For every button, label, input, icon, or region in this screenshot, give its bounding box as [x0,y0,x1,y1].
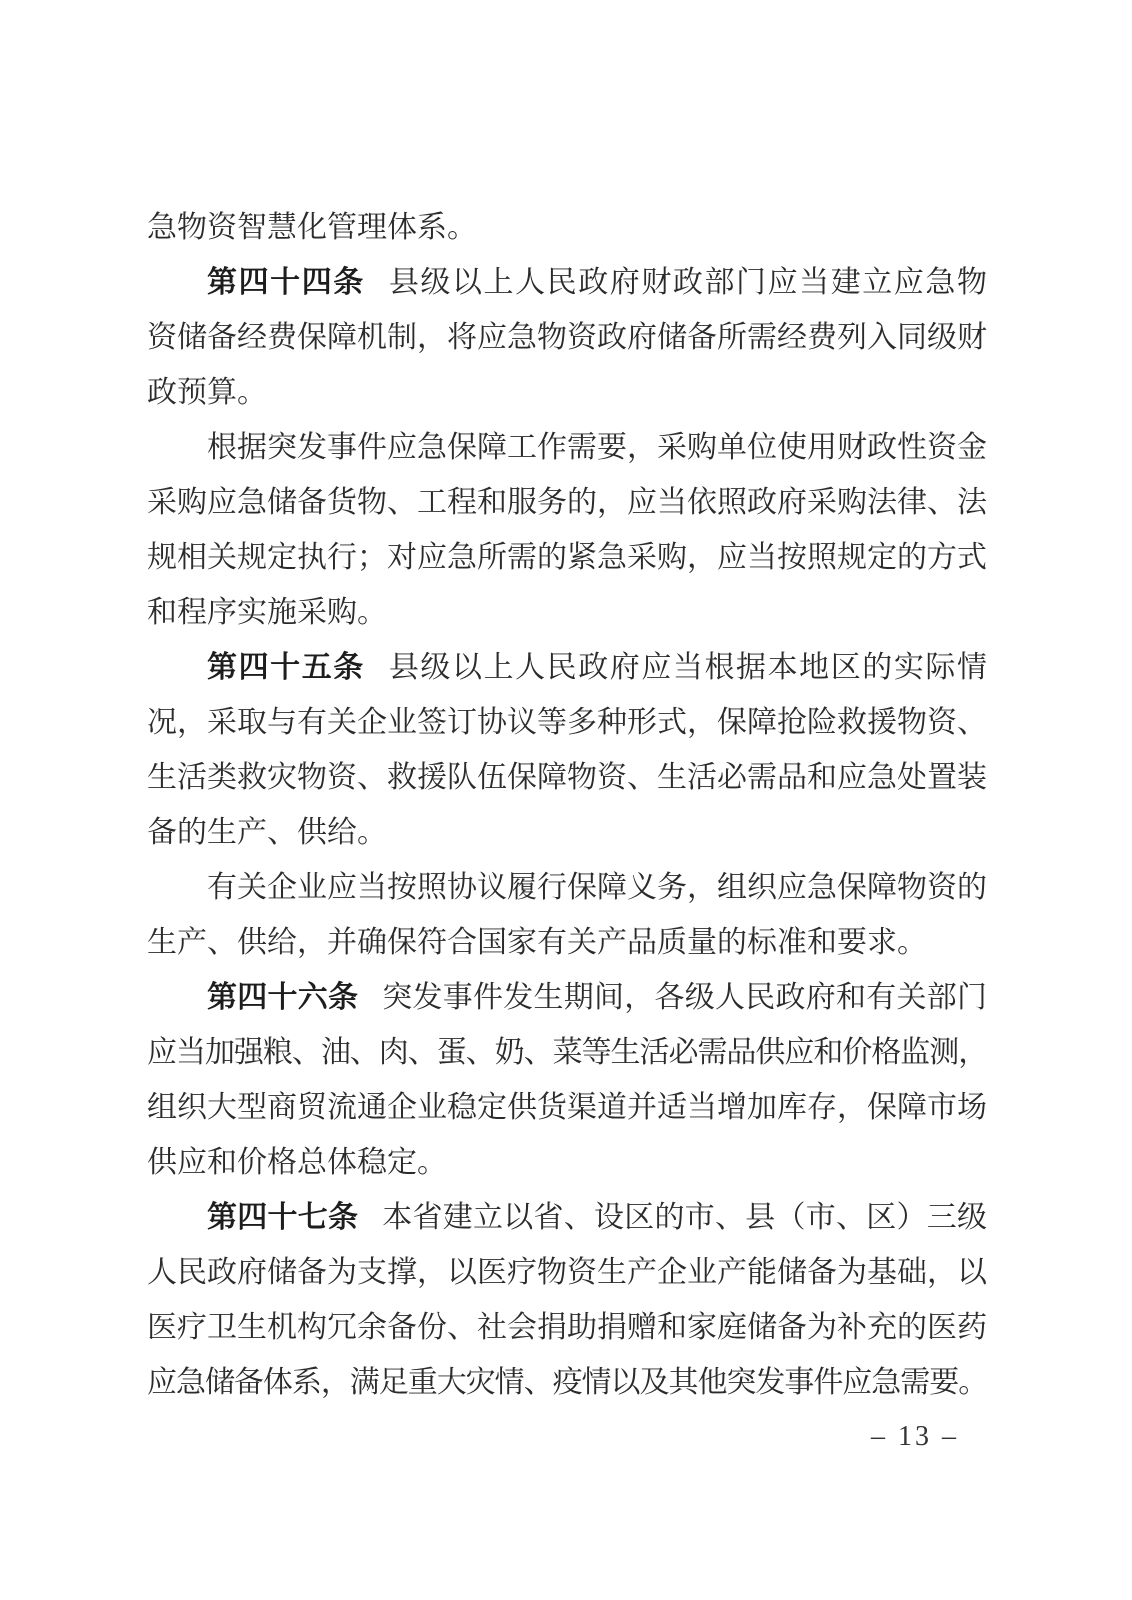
text-line [147,1355,987,1410]
article-number: 第四十七条 [207,1201,359,1234]
text-line [147,750,987,805]
line-text: 采购应急储备货物、工程和服务的，应当依照政府采购法律、法 [147,486,987,519]
line-text: 应当加强粮、油、肉、蛋、奶、菜等生活必需品供应和价格监测， [147,1036,987,1069]
line-text: 资储备经费保障机制，将应急物资政府储备所需经费列入同级财 [147,321,987,354]
page-number: – 13 – [871,1421,959,1452]
article-number: 第四十六条 [207,981,359,1014]
text-line-article-44 [147,255,987,310]
line-text: 有关企业应当按照协议履行保障义务，组织应急保障物资的 [207,871,987,904]
text-line [147,1300,987,1355]
line-text: 应急储备体系，满足重大灾情、疫情以及其他突发事件应急需要。 [147,1366,987,1399]
line-text: 况，采取与有关企业签订协议等多种形式，保障抢险救援物资、 [147,706,987,739]
text-line [147,530,987,585]
line-text: 供应和价格总体稳定。 [147,1146,447,1179]
text-line-article-47 [147,1190,987,1245]
line-text: 组织大型商贸流通企业稳定供货渠道并适当增加库存，保障市场 [147,1091,987,1124]
text-line [147,200,987,255]
text-line [147,805,987,860]
text-line [147,860,987,915]
line-text: 本省建立以省、设区的市、县（市、区）三级 [382,1201,987,1234]
text-line [147,420,987,475]
text-line-article-45 [147,640,987,695]
text-line [147,1135,987,1190]
line-text: 根据突发事件应急保障工作需要，采购单位使用财政性资金 [207,431,987,464]
article-number: 第四十四条 [207,266,365,299]
line-text: 生产、供给，并确保符合国家有关产品质量的标准和要求。 [147,926,927,959]
line-text: 人民政府储备为支撑，以医疗物资生产企业产能储备为基础，以 [147,1256,987,1289]
line-text: 备的生产、供给。 [147,816,387,849]
text-line [147,1080,987,1135]
document-body [147,200,987,1410]
text-line [147,695,987,750]
text-line [147,915,987,970]
line-text: 生活类救灾物资、救援队伍保障物资、生活必需品和应急处置装 [147,761,987,794]
article-number: 第四十五条 [207,651,365,684]
text-line [147,1025,987,1080]
line-text: 医疗卫生机构冗余备份、社会捐助捐赠和家庭储备为补充的医药 [147,1311,987,1344]
line-text: 县级以上人民政府财政部门应当建立应急物 [388,266,988,299]
line-text: 突发事件发生期间，各级人民政府和有关部门 [382,981,987,1014]
line-text: 和程序实施采购。 [147,596,387,629]
line-text: 规相关规定执行；对应急所需的紧急采购，应当按照规定的方式 [147,541,987,574]
line-text: 县级以上人民政府应当根据本地区的实际情 [388,651,988,684]
text-line [147,475,987,530]
line-text: 急物资智慧化管理体系。 [147,211,477,244]
text-line [147,1245,987,1300]
text-line [147,585,987,640]
text-line [147,310,987,365]
text-line [147,365,987,420]
text-line-article-46 [147,970,987,1025]
line-text: 政预算。 [147,376,267,409]
